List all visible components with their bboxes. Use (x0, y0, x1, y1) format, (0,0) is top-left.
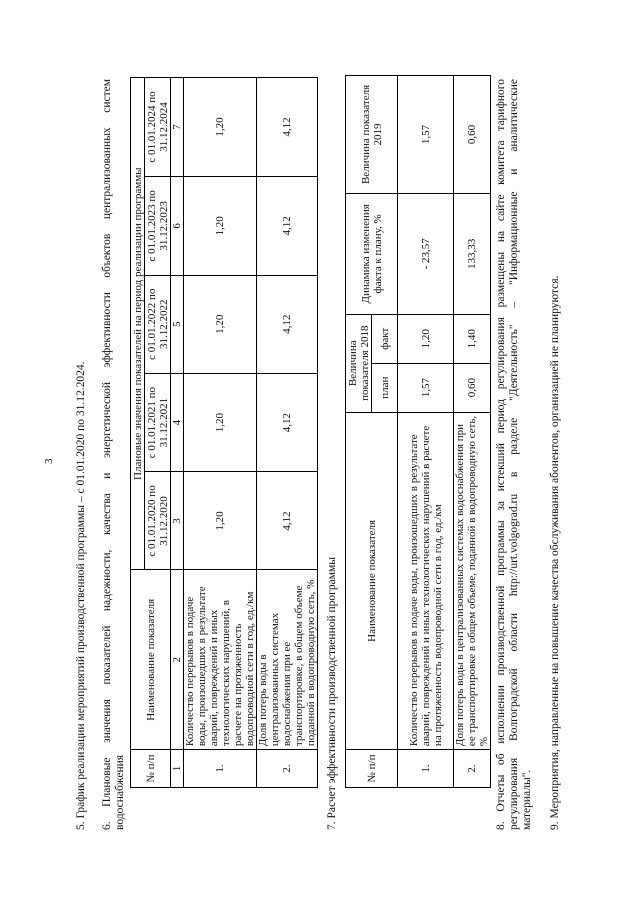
value-2019: 1,57 (398, 76, 454, 194)
table1-header-period: с 01.01.2024 по 31.12.2024 (145, 78, 171, 177)
efficiency-table (345, 75, 491, 788)
table2-header-dynamics: Динамика изменения факта к плану, % (346, 193, 398, 314)
section-6-heading (101, 79, 127, 830)
section-8-reports (495, 79, 534, 830)
section-8-line-3: материалы". (521, 769, 533, 830)
table-row (398, 76, 454, 788)
table1-header-period: с 01.01.2020 по 31.12.2020 (145, 472, 171, 570)
planned-value: 4,12 (257, 78, 318, 177)
value-2019: 0,60 (454, 76, 491, 194)
table1-header-period: с 01.01.2023 по 31.12.2023 (145, 176, 171, 275)
row-number: 2. (454, 750, 491, 788)
table1-col-number: 3 (171, 472, 184, 570)
table1-col-number: 1 (171, 750, 184, 788)
indicator-name: Количество перерывов в подаче воды, произошедших в результате аварий, повреждений и иных технологических нарушений, в расчете на протяженность водопроводной сети в год, ед./км (184, 570, 257, 750)
table1-col-number: 6 (171, 176, 184, 275)
table-row (184, 78, 257, 788)
plan-value: 1,57 (398, 363, 454, 412)
planned-values-table (130, 77, 318, 788)
section-7-heading: 7. Расчет эффективности производственной программы (326, 556, 338, 830)
section-6-line-2: водоснабжения (114, 754, 126, 830)
table1-header-num: № п/п (131, 750, 171, 788)
planned-value: 1,20 (184, 78, 257, 177)
planned-value: 1,20 (184, 275, 257, 373)
section-9-measures: 9. Мероприятия, направленные на повышение качества обслуживания абонентов, организацией не планируются. (549, 275, 561, 830)
section-6-line-1: 6. Плановые значения показателей надежности, качества и энергетической эффективности объектов централизованных систем (101, 79, 113, 830)
indicator-name: Доля потерь воды в централизованных системах водоснабжения при ее транспортировке в общем объеме, поданной в водопроводную сеть, % (454, 412, 491, 749)
planned-value: 1,20 (184, 472, 257, 570)
section-5-schedule: 5. График реализации мероприятий производственной программы – с 01.01.2020 по 31.12.2024. (75, 361, 87, 830)
section-8-line-2: регулирования Волгоградской области http://urt.volgograd.ru в разделе "Деятельность" – "Информационные и аналитические (508, 79, 520, 830)
table2-header-value-2019: Величина показателя 2019 (346, 76, 398, 194)
planned-value: 1,20 (184, 176, 257, 275)
table2-header-value-2018: Величина показателя 2018 (346, 314, 372, 412)
planned-value: 1,20 (184, 373, 257, 472)
table1-col-number: 7 (171, 78, 184, 177)
fact-value: 1,40 (454, 314, 491, 363)
planned-value: 4,12 (257, 373, 318, 472)
indicator-name: Доля потерь воды в централизованных системах водоснабжения при ее транспортировке, в общем объеме поданной в водопроводную сеть, % (257, 570, 318, 750)
table1-header-name: Наименование показателя (131, 570, 171, 750)
row-number: 1. (184, 750, 257, 788)
dynamics-value: - 23,57 (398, 193, 454, 314)
planned-value: 4,12 (257, 176, 318, 275)
table2-header-fact: факт (372, 314, 398, 363)
section-8-line-1: 8. Отчеты об исполнении производственной программы за истекший период регулирования размещены на сайте комитета тарифного (495, 79, 507, 830)
planned-value: 4,12 (257, 275, 318, 373)
table1-col-number: 4 (171, 373, 184, 472)
row-number: 1. (398, 750, 454, 788)
table1-header-period: с 01.01.2022 по 31.12.2022 (145, 275, 171, 373)
table-row (257, 78, 318, 788)
fact-value: 1,20 (398, 314, 454, 363)
indicator-name: Количество перерывов в подаче воды, произошедших в результате аварий, повреждений и иных технологических нарушений в расчете на протяженность водопроводной сети в год, ед./км (398, 412, 454, 749)
dynamics-value: 133,33 (454, 193, 491, 314)
table1-col-number: 5 (171, 275, 184, 373)
plan-value: 0,60 (454, 363, 491, 412)
page-number: 3 (43, 458, 55, 464)
table2-header-name: Наименование показателя (346, 412, 398, 749)
table2-header-num: № п/п (346, 750, 398, 788)
table1-header-group: Плановые значения показателей на период реализации программы (131, 78, 145, 570)
table-row (454, 76, 491, 788)
table2-header-plan: план (372, 363, 398, 412)
table1-header-period: с 01.01.2021 по 31.12.2021 (145, 373, 171, 472)
table1-col-number: 2 (171, 570, 184, 750)
planned-value: 4,12 (257, 472, 318, 570)
row-number: 2. (257, 750, 318, 788)
